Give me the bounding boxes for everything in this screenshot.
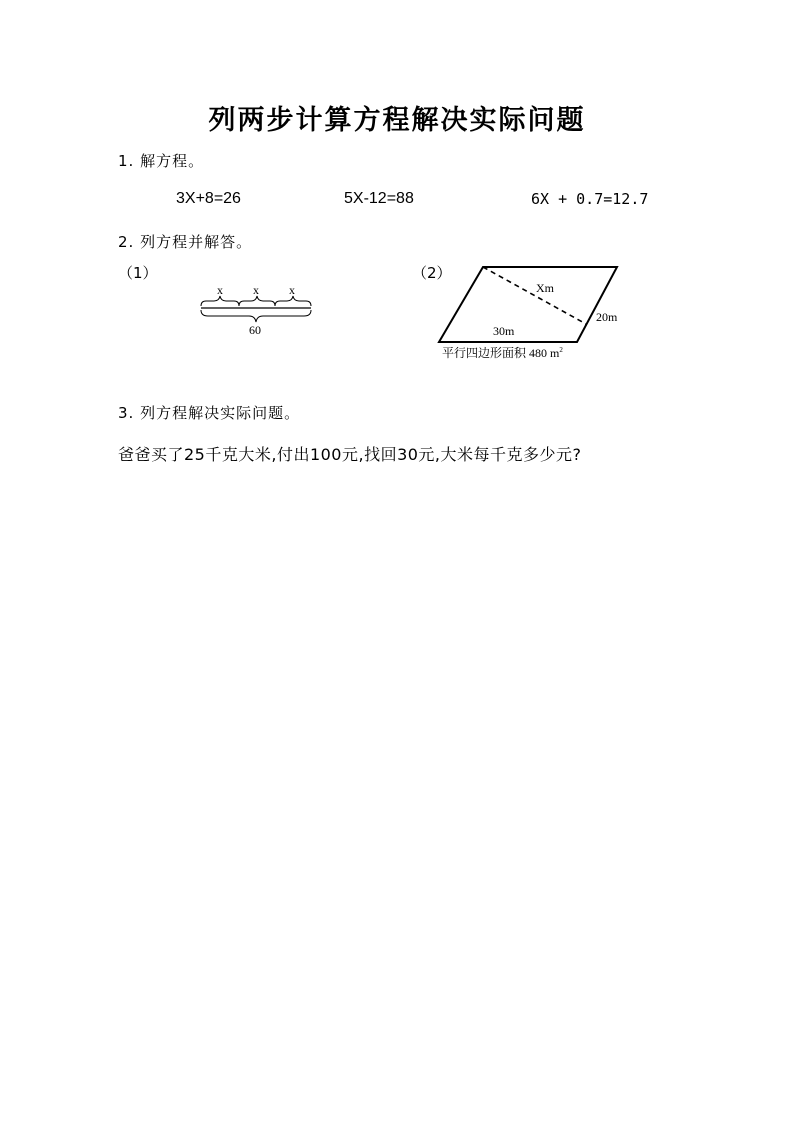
total-label: 60	[249, 323, 261, 337]
equation-1: 3X+8=26	[176, 190, 241, 207]
equation-2: 5X-12=88	[344, 190, 414, 207]
top-brace-3	[275, 296, 311, 306]
side-label: 20m	[596, 310, 618, 324]
segment-diagram	[195, 284, 315, 344]
question-1-heading: 1. 解方程。	[118, 152, 205, 170]
top-label-1: x	[217, 283, 223, 297]
top-brace-1	[201, 296, 239, 306]
top-label-2: x	[253, 283, 259, 297]
page-title: 列两步计算方程解决实际问题	[208, 105, 586, 136]
question-2-heading: 2. 列方程并解答。	[118, 233, 253, 251]
equation-3: 6X + 0.7=12.7	[531, 190, 649, 208]
base-label: 30m	[493, 324, 515, 338]
word-problem: 爸爸买了25千克大米,付出100元,找回30元,大米每千克多少元?	[118, 445, 582, 464]
top-brace-2	[239, 296, 275, 306]
sub-question-2-label: （2）	[412, 264, 452, 282]
area-unit-superscript: 2	[559, 346, 563, 354]
parallelogram	[439, 267, 617, 342]
top-label-3: x	[289, 283, 295, 297]
bottom-brace	[201, 310, 311, 322]
parallelogram-diagram	[430, 262, 630, 367]
diagonal-line	[483, 267, 586, 324]
diagonal-label: Xm	[536, 281, 554, 295]
sub-question-1-label: （1）	[118, 264, 158, 282]
area-caption: 平行四边形面积 480 $m^2$	[442, 346, 563, 360]
question-3-heading: 3. 列方程解决实际问题。	[118, 404, 301, 422]
